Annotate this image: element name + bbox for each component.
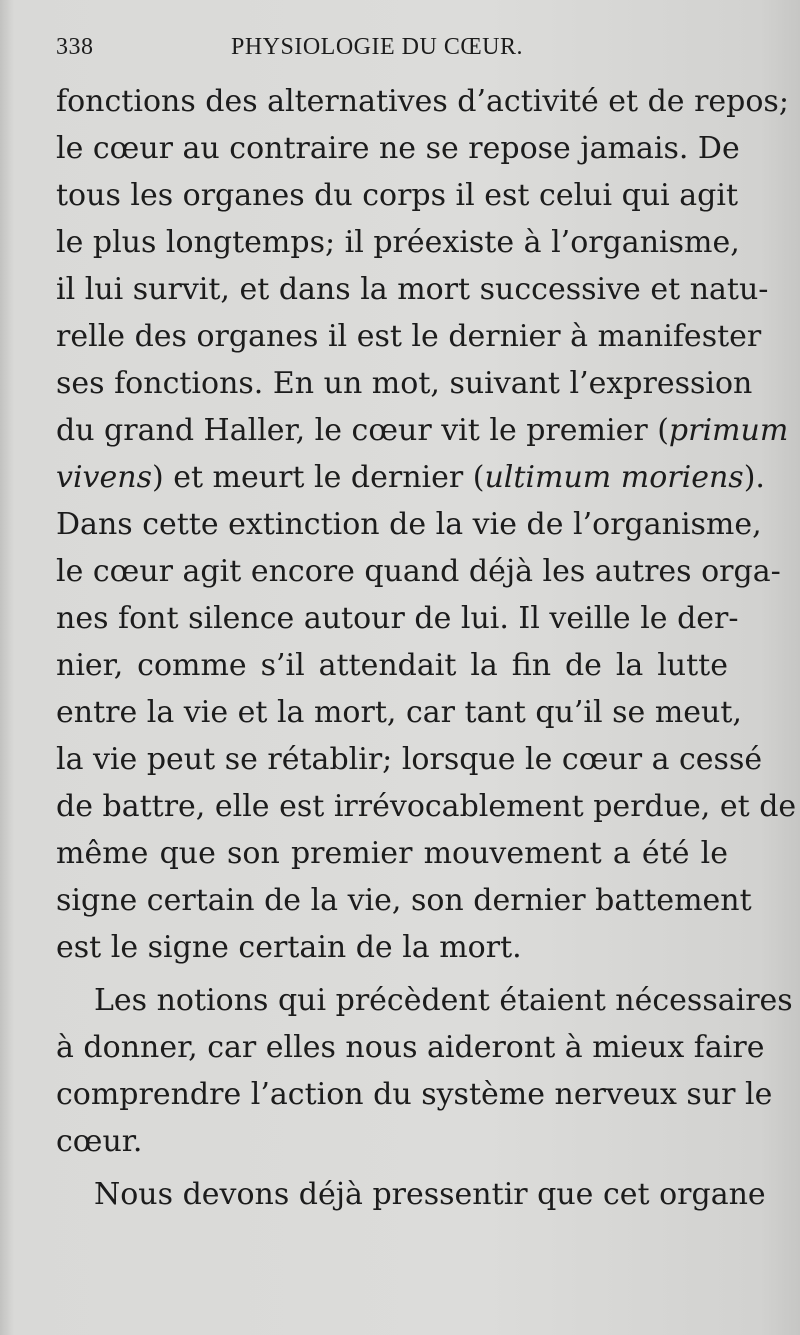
text-line: le plus longtemps; il préexiste à l’organisme,	[56, 225, 740, 260]
text-line: cœur.	[56, 1124, 143, 1159]
text-line: même que son premier mouvement a été le	[56, 836, 728, 871]
text-line: entre la vie et la mort, car tant qu’il se meut,	[56, 695, 742, 730]
text-line: Dans cette extinction de la vie de l’organisme,	[56, 507, 762, 542]
text-line: nier, comme s’il attendait la fin de la lutte	[56, 648, 728, 683]
text-line: fonctions des alternatives d’activité et de repos;	[56, 84, 789, 119]
text-line: Les notions qui précèdent étaient nécessaires	[94, 983, 793, 1018]
text-line: vivens) et meurt le dernier (ultimum moriens).	[56, 460, 765, 495]
page-header	[56, 34, 726, 70]
text-line: ses fonctions. En un mot, suivant l’expression	[56, 366, 753, 401]
text-line: du grand Haller, le cœur vit le premier (primum	[56, 413, 789, 448]
latin-term: primum	[668, 413, 789, 448]
text-line: est le signe certain de la mort.	[56, 930, 522, 965]
text-line: la vie peut se rétablir; lorsque le cœur a cessé	[56, 742, 763, 777]
latin-term: vivens	[56, 460, 152, 495]
text-line: de battre, elle est irrévocablement perdue, et de	[56, 789, 797, 824]
text-line: comprendre l’action du système nerveux sur le	[56, 1077, 773, 1112]
text-line: à donner, car elles nous aideront à mieux faire	[56, 1030, 765, 1065]
page-body	[56, 78, 797, 1218]
text-line: tous les organes du corps il est celui qui agit	[56, 178, 739, 213]
text-line: il lui survit, et dans la mort successive et natu-	[56, 272, 769, 307]
text-line: nes font silence autour de lui. Il veille le der-	[56, 601, 739, 636]
page-number: 338	[56, 34, 94, 60]
text-line: relle des organes il est le dernier à manifester	[56, 319, 762, 354]
text-line: signe certain de la vie, son dernier battement	[56, 883, 752, 918]
running-head: PHYSIOLOGIE DU CŒUR.	[231, 34, 524, 60]
text-line: le cœur au contraire ne se repose jamais. De	[56, 131, 740, 166]
text-line: Nous devons déjà pressentir que cet organe	[94, 1177, 766, 1212]
latin-term: ultimum moriens	[484, 460, 744, 495]
text-line: le cœur agit encore quand déjà les autres orga-	[56, 554, 781, 589]
